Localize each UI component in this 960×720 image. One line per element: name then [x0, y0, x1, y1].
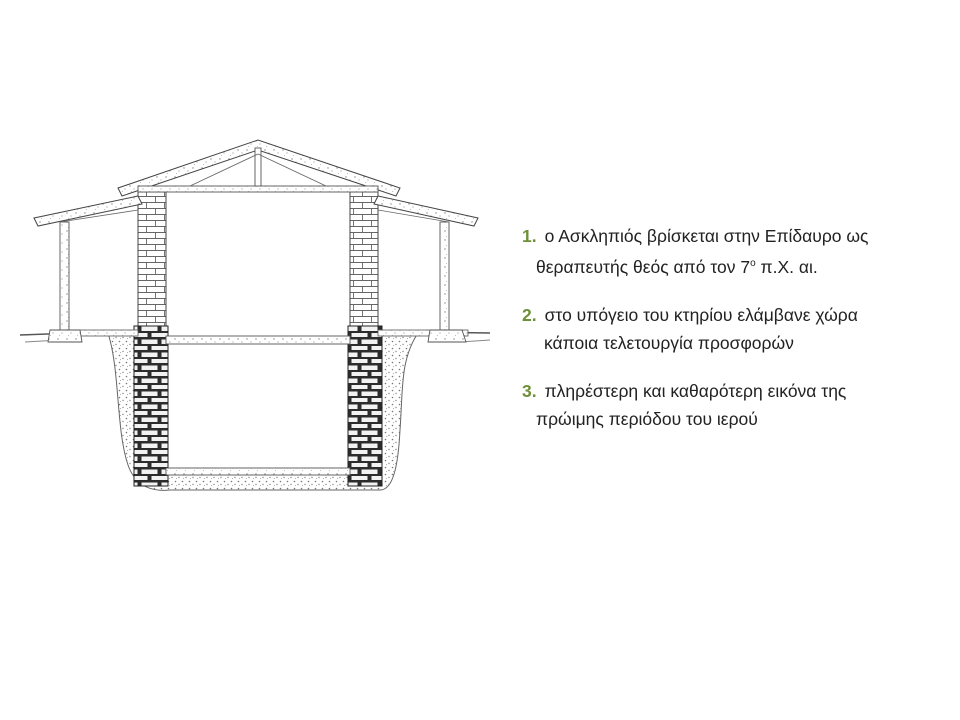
note-text: πρώιμης περιόδου του ιερού	[536, 408, 758, 429]
right-side-roof	[374, 196, 478, 226]
note-line	[522, 250, 942, 281]
note-text: ο Ασκληπιός βρίσκεται στην Επίδαυρο ως	[544, 226, 869, 246]
note-line	[522, 377, 942, 405]
note-text: κάποια τελετουργία προσφορών	[544, 332, 794, 353]
note-line	[522, 222, 942, 250]
note-superscript: ο	[750, 258, 756, 269]
note-item	[522, 377, 942, 433]
left-upper-wall	[138, 192, 166, 338]
building-section-drawing	[20, 130, 500, 500]
right-upper-wall	[350, 192, 378, 338]
note-number: 2.	[522, 304, 537, 325]
left-foundation-wall	[134, 326, 168, 486]
right-post-base	[428, 330, 466, 342]
notes-list	[522, 222, 942, 453]
left-post	[60, 222, 69, 332]
note-line	[522, 301, 942, 329]
basement-room	[166, 335, 351, 470]
note-text: π.Χ. αι.	[755, 256, 818, 277]
note-item	[522, 301, 942, 357]
note-text: πληρέστερη και καθαρότερη εικόνα της	[544, 380, 847, 401]
right-foundation-wall	[348, 326, 382, 486]
roof-king-post	[255, 148, 261, 186]
note-item	[522, 222, 942, 281]
note-text: θεραπευτής θεός από τον 7	[536, 256, 751, 277]
note-number: 3.	[522, 380, 537, 401]
left-side-roof	[34, 196, 142, 226]
ground-floor-slab	[166, 336, 350, 344]
note-number: 1.	[522, 226, 537, 246]
roof-tie-beam	[138, 186, 378, 192]
left-post-base	[48, 330, 82, 342]
note-text: στο υπόγειο του κτηρίου ελάμβανε χώρα	[544, 304, 858, 325]
note-line	[522, 329, 942, 357]
note-line	[522, 405, 942, 433]
basement-floor-slab	[166, 468, 350, 475]
right-post	[440, 222, 449, 332]
main-hall	[165, 192, 352, 338]
